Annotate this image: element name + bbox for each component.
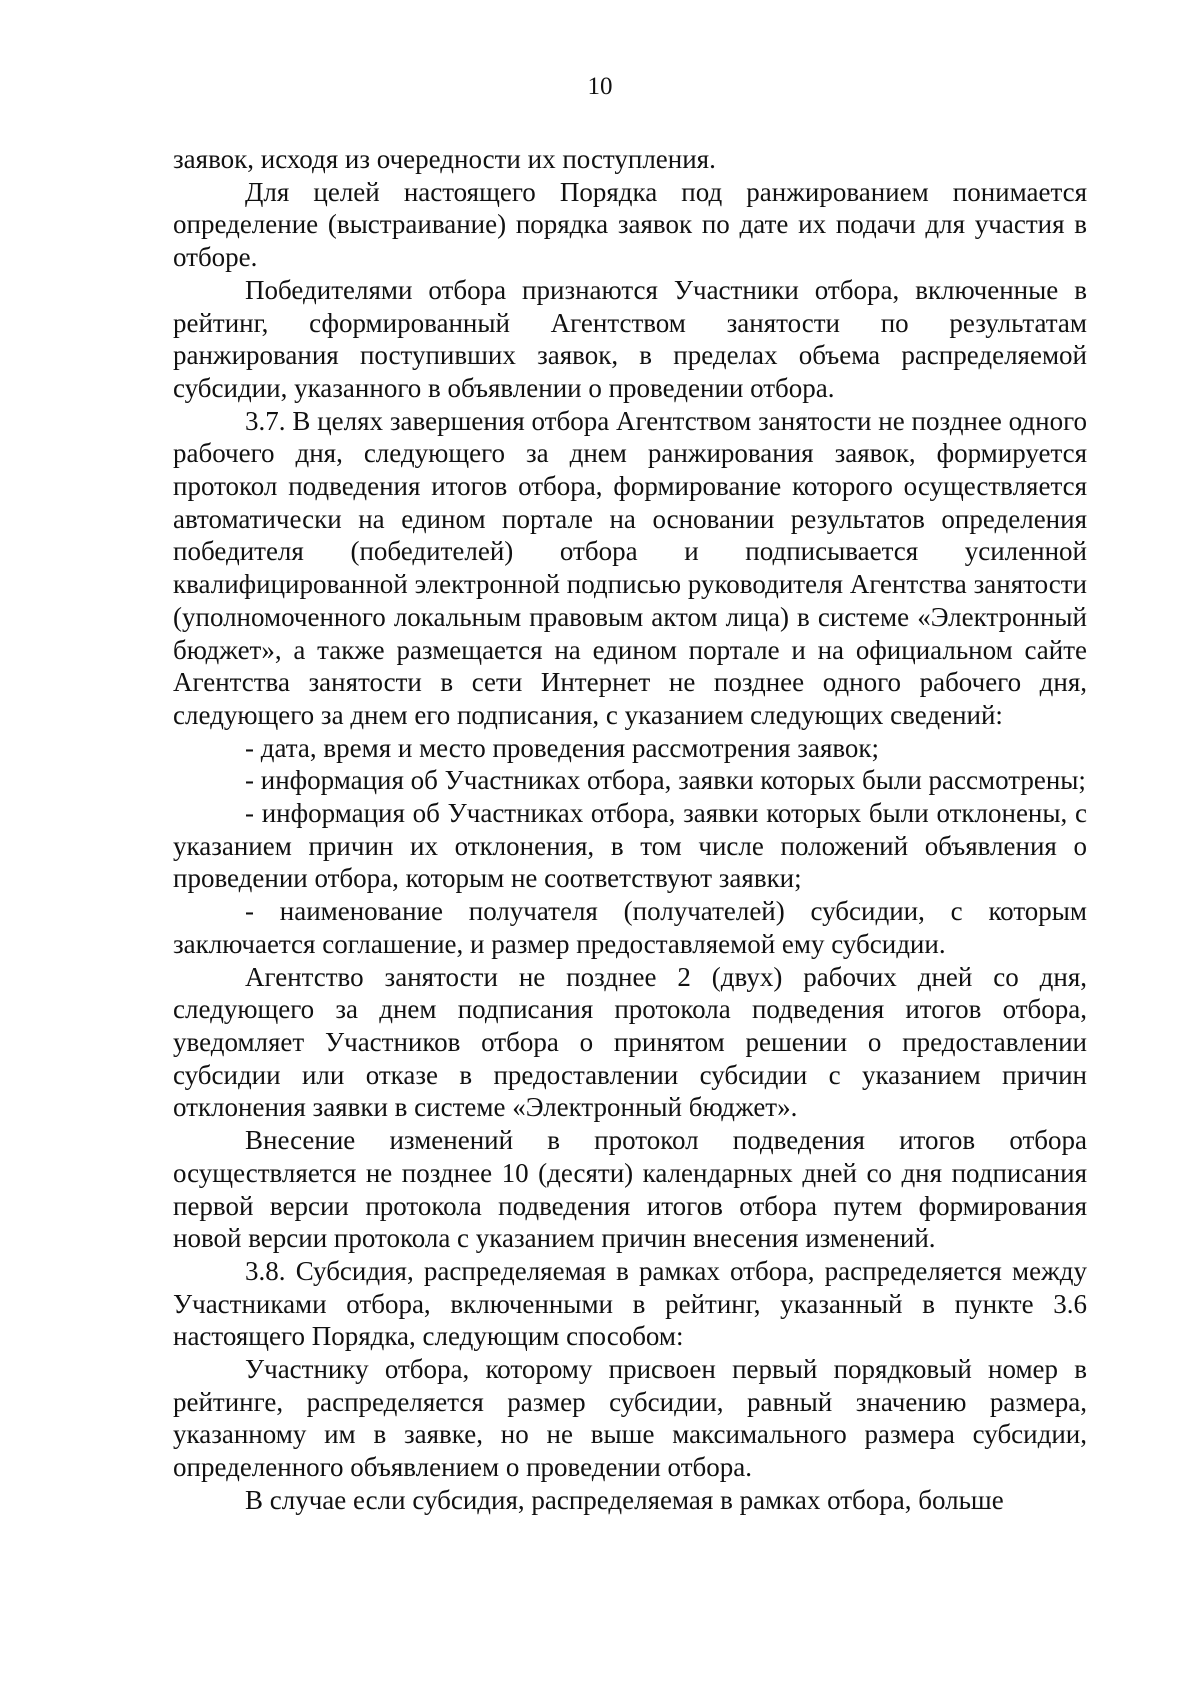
- paragraph-continuation: заявок, исходя из очередности их поступления.: [173, 144, 716, 174]
- paragraph-section-3-7: 3.7. В целях завершения отбора Агентством занятости не позднее одного рабочего дня, следующего за днем ранжирования заявок, формируется протокол подведения итогов отбора, формирование которого осуществляется автоматически на едином портале на основании результатов определения победителя (победителей) отбора и подписывается усиленной квалифицированной электронной подписью руководителя Агентства занятости (уполномоченного локальным правовым актом лица) в системе «Электронный бюджет», а также размещается на едином портале и на официальном сайте Агентства занятости в сети Интернет не позднее одного рабочего дня, следующего за днем его подписания, с указанием следующих сведений:: [173, 405, 1087, 730]
- paragraph-if-subsidy-greater: В случае если субсидия, распределяемая в рамках отбора, больше: [245, 1484, 1004, 1515]
- paragraph-notification: Агентство занятости не позднее 2 (двух) рабочих дней со дня, следующего за днем подписания протокола подведения итогов отбора, уведомляет Участников отбора о принятом решении о предоставлении субсидии или отказе в предоставлении субсидии с указанием причин отклонения заявки в системе «Электронный бюджет».: [173, 961, 1087, 1123]
- paragraph-protocol-changes: Внесение изменений в протокол подведения итогов отбора осуществляется не позднее 10 (десяти) календарных дней со дня подписания первой версии протокола подведения итогов отбора путем формирования новой версии протокола с указанием причин внесения изменений.: [173, 1125, 1087, 1254]
- list-item-recipient-name: - наименование получателя (получателей) субсидии, с которым заключается соглашение, и размер предоставляемой ему субсидии.: [173, 896, 1087, 959]
- list-item-date-time-place: - дата, время и место проведения рассмотрения заявок;: [245, 732, 880, 763]
- paragraph-ranking-definition: Для целей настоящего Порядка под ранжированием понимается определение (выстраивание) порядка заявок по дате их подачи для участия в отборе.: [173, 176, 1087, 273]
- list-item-rejected-participants: - информация об Участниках отбора, заявки которых были отклонены, с указанием причин их отклонения, в том числе положений объявления о проведении отбора, которым не соответствуют заявки;: [173, 798, 1087, 894]
- paragraph-section-3-8: 3.8. Субсидия, распределяемая в рамках отбора, распределяется между Участниками отбора, включенными в рейтинг, указанный в пункте 3.6 настоящего Порядка, следующим способом:: [173, 1255, 1087, 1352]
- document-body: [173, 143, 1087, 1517]
- list-item-reviewed-participants: - информация об Участниках отбора, заявки которых были рассмотрены;: [245, 765, 1086, 796]
- paragraph-winners: Победителями отбора признаются Участники отбора, включенные в рейтинг, сформированный Агентством занятости по результатам ранжирования поступивших заявок, в пределах объема распределяемой субсидии, указанного в объявлении о проведении отбора.: [173, 274, 1087, 403]
- page-number: 10: [587, 73, 613, 100]
- paragraph-first-participant: Участнику отбора, которому присвоен первый порядковый номер в рейтинге, распределяется размер субсидии, равный значению размера, указанному им в заявке, но не выше максимального размера субсидии, определенного объявлением о проведении отбора.: [173, 1354, 1087, 1483]
